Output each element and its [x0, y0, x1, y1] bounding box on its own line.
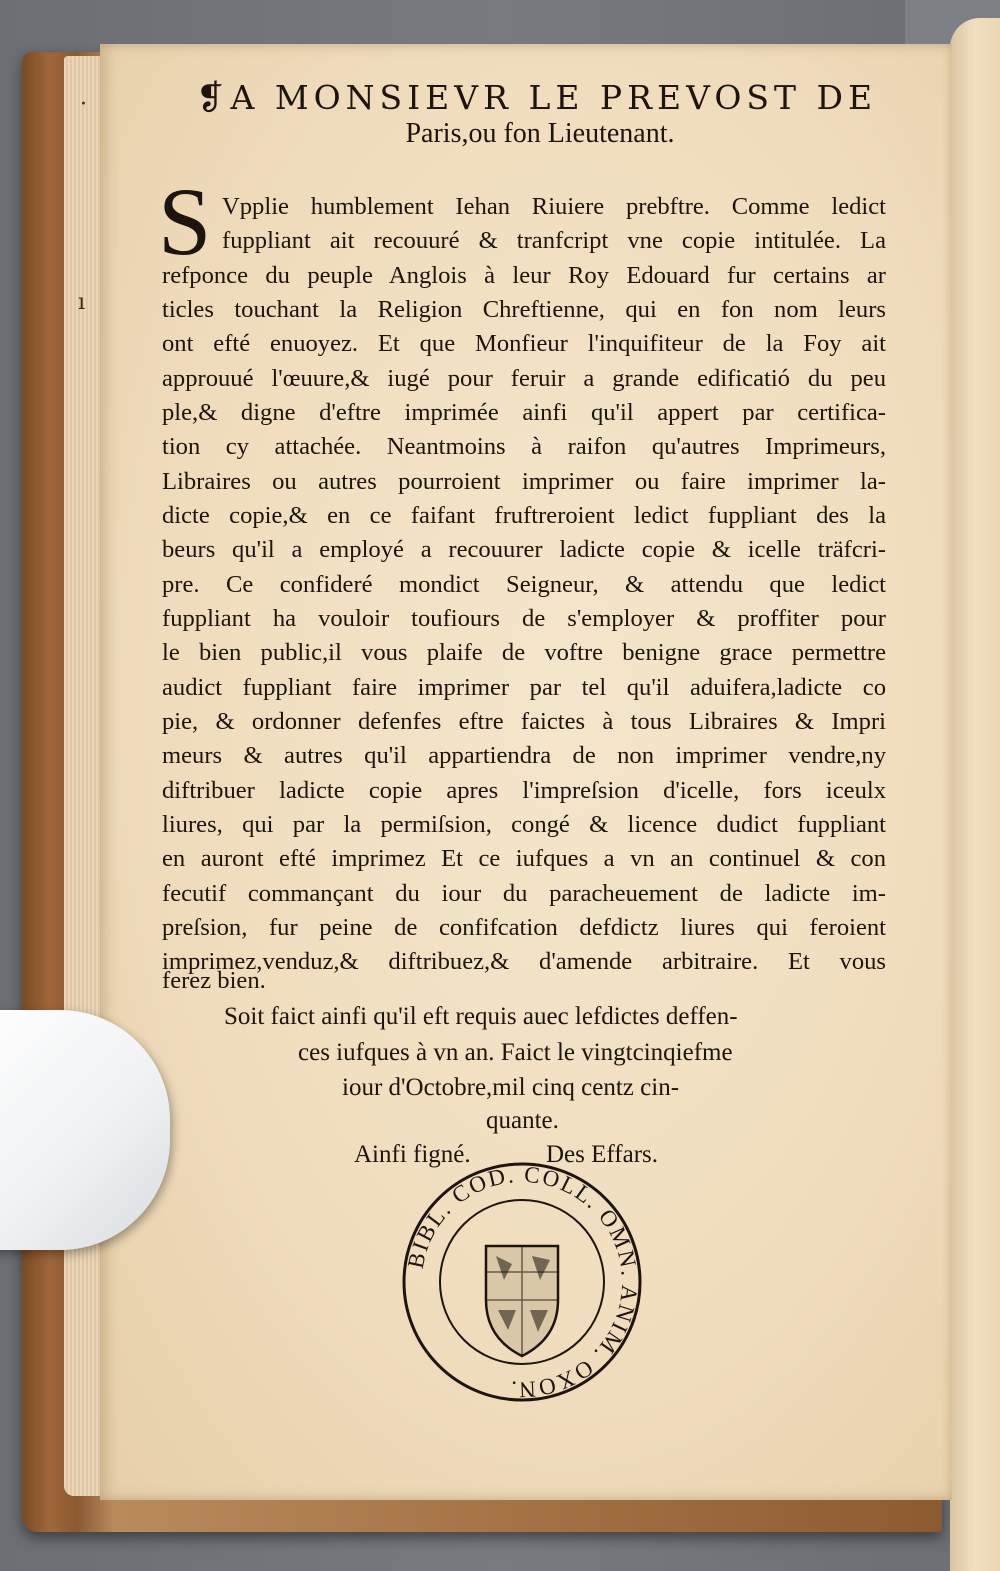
body-line: tion cy attachée. Neantmoins à raifon qu'autres Imprimeurs,: [162, 433, 886, 460]
body-line: le bien public,il vous plaife de voftre benigne grace permettre: [162, 639, 886, 666]
body-line: dicte copie,& en ce faifant fruftreroient ledict fuppliant des la: [162, 502, 886, 529]
body-line: fecutif commançant du iour du paracheuement de ladicte im-: [162, 880, 886, 907]
margin-mark: ·: [80, 92, 87, 117]
shield-icon: [486, 1246, 558, 1356]
grant-line: quante.: [486, 1107, 559, 1134]
body-line: fuppliant ait recouuré & tranfcript vne copie intitulée. La: [222, 227, 886, 254]
signed-label: Ainfi figné.: [354, 1141, 471, 1168]
body-line: ont efté enuoyez. Et que Monfieur l'inquifiteur de la Foy ait: [162, 330, 886, 357]
body-line: ticles touchant la Religion Chreftienne, qui en fon nom leurs: [162, 296, 886, 323]
drop-cap: S: [158, 168, 212, 275]
body-line: imprimez,venduz,& diftribuez,& d'amende arbitraire. Et vous: [162, 948, 886, 975]
body-line: audict fuppliant faire imprimer par tel qu'il aduifera,ladicte co: [162, 674, 886, 701]
grant-line: ces iufques à vn an. Faict le vingtcinqiefme: [298, 1039, 733, 1066]
body-line: fuppliant ha vouloir toufiours de s'employer & proffiter pour: [162, 605, 886, 632]
body-line: refponce du peuple Anglois à leur Roy Edouard fur certains ar: [162, 262, 886, 289]
margin-mark: ı: [78, 290, 86, 315]
library-stamp: [400, 1160, 644, 1404]
body-line: meurs & autres qu'il appartiendra de non imprimer vendre,ny: [162, 742, 886, 769]
body-line: Vpplie humblement Iehan Riuiere prebftre. Comme ledict: [222, 193, 886, 220]
grant-line: iour d'Octobre,mil cinq centz cin-: [342, 1074, 680, 1101]
heading-line-1: ❡ A MONSIEVR LE PREVOST DE: [196, 78, 878, 118]
heading-line-2: Paris,ou fon Lieutenant.: [405, 118, 675, 149]
body-line: ple,& digne d'eftre imprimée ainfi qu'il appert par certifica-: [162, 399, 886, 426]
body-line: approuué l'œuure,& iugé pour feruir a grande edificatió du peu: [162, 365, 886, 392]
body-line: pie, & ordonner defenfes eftre faictes à tous Libraires & Impri: [162, 708, 886, 735]
body-line: liures, qui par la permiſsion, congé & licence dudict fuppliant: [162, 811, 886, 838]
body-line: beurs qu'il a employé a recouurer ladicte copie & icelle träfcri-: [162, 536, 886, 563]
grant-line: Soit faict ainfi qu'il eft requis auec lefdictes deffen-: [224, 1003, 738, 1030]
body-line: Libraires ou autres pourroient imprimer ou faire imprimer la-: [162, 468, 886, 495]
signed-name: Des Effars.: [546, 1141, 658, 1168]
pilcrow-icon: ❡: [196, 78, 225, 118]
body-line: en auront efté imprimez Et ce iufques a vn an continuel & con: [162, 845, 886, 872]
facing-page-edge: [950, 18, 1000, 1571]
body-line: pre. Ce confideré mondict Seigneur, & attendu que ledict: [162, 571, 886, 598]
body-line: diftribuer ladicte copie apres l'impreſsion d'icelle, fors iceulx: [162, 777, 886, 804]
stamp-text: BIBL. COD. COLL. OMN. ANIM. OXON.: [402, 1161, 643, 1403]
body-line: preſsion, fur peine de confifcation defdictz liures qui feroient: [162, 914, 886, 941]
body-line-final: ferez bien.: [162, 967, 266, 994]
